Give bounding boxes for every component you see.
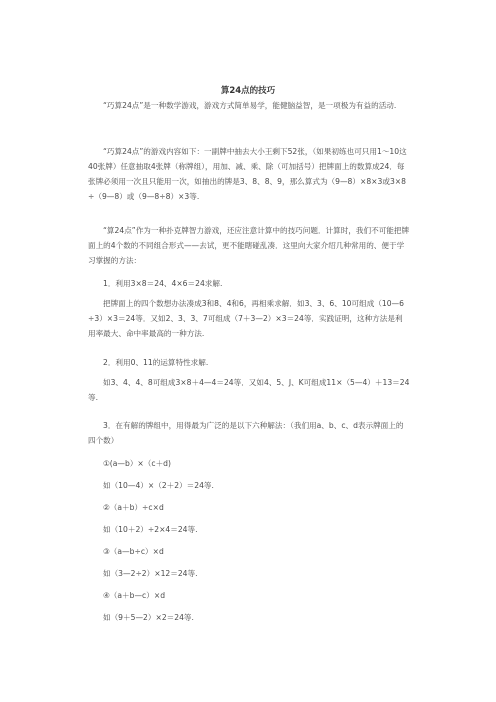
- paragraph-method-2: 如3、4、4、8可组成3×8＋4—4＝24等．又如4、5、J、K可组成11×（5—4）＋13＝24等.: [88, 378, 410, 402]
- paragraph-method-1: 把牌面上的四个数想办法凑成3和8、4和6，再相乘求解．如3、3、6、10可组成（10—6÷3）×3＝24等．又如2、3、3、7可组成（7＋3—2）×3＝24等．实践证明，这种方法是利用率最大、命中率最高的一种方法.: [88, 299, 404, 338]
- example-3: 如（3—2÷2）×12＝24等.: [103, 569, 198, 578]
- formula-1: ①(a—b）×（c＋d): [103, 459, 171, 468]
- paragraph-rules: “巧算24点”的游戏内容如下：一副牌中抽去大小王剩下52张，（如果初练也可只用1～10这40张牌）任意抽取4张牌（称牌组），用加、减、乘、除（可加括号）把牌面上的数算成24．每张牌必须用一次且只能用一次，如抽出的牌是3、8、8、9，那么算式为（9—8）×8×3或3×8÷（9—8）或（9—8÷8）×3等.: [88, 147, 407, 201]
- formula-2: ②（a＋b）÷c×d: [103, 503, 164, 512]
- heading-method-2: 2．利用0、11的运算特性求解.: [103, 358, 209, 367]
- example-1: 如（10—4）×（2＋2）＝24等.: [103, 481, 214, 490]
- document-title: 算24点的技巧: [220, 86, 276, 96]
- heading-method-1: 1．利用3×8＝24、4×6＝24求解.: [103, 279, 223, 288]
- paragraph-method-3: 3．在有解的牌组中，用得最为广泛的是以下六种解法：（我们用a、b、c、d表示牌面上的四个数）: [88, 421, 404, 445]
- example-2: 如（10＋2）÷2×4＝24等.: [103, 525, 198, 534]
- paragraph-intro: “巧算24点”是一种数学游戏，游戏方式简单易学，能健脑益智，是一项极为有益的活动.: [103, 101, 397, 110]
- paragraph-techniques: “算24点”作为一种扑克牌智力游戏，还应注意计算中的技巧问题．计算时，我们不可能把牌面上的4个数的不同组合形式——去试，更不能瞎碰乱凑．这里向大家介绍几种常用的、便于学习掌握的方法：: [88, 226, 410, 265]
- formula-3: ③（a—b÷c）×d: [103, 547, 164, 556]
- formula-4: ④（a＋b—c）×d: [103, 591, 166, 600]
- example-4: 如（9＋5—2）×2＝24等.: [103, 613, 194, 622]
